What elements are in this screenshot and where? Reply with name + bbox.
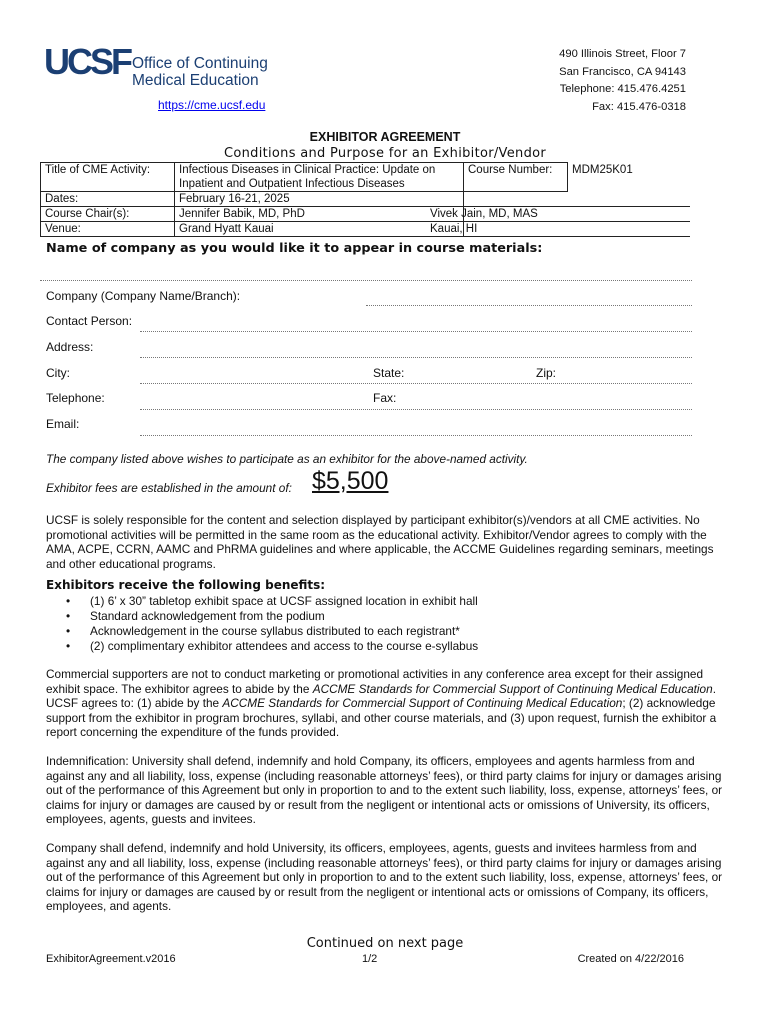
fax-label: Fax: bbox=[373, 391, 397, 405]
list-item: • (1) 6’ x 30” tabletop exhibit space at UCSF assigned location in exhibit hall bbox=[66, 594, 478, 609]
address-label: Address: bbox=[46, 340, 94, 354]
chair-2-text: Vivek Jain, MD, MAS bbox=[430, 208, 538, 220]
address-fax: Fax: 415.476-0318 bbox=[592, 100, 686, 113]
commercial-support-paragraph bbox=[46, 667, 736, 740]
office-address bbox=[559, 46, 686, 116]
page-number: 1/2 bbox=[362, 953, 378, 965]
title-label: Title of CME Activity: bbox=[41, 163, 175, 192]
accme-standards-ref-1: ACCME Standards for Commercial Support of Continuing Medical Education bbox=[312, 681, 713, 696]
address-street: 490 Illinois Street, Floor 7 bbox=[559, 48, 686, 60]
city-state-zip-field[interactable] bbox=[140, 383, 692, 384]
office-line-1: Office of Continuing bbox=[132, 55, 268, 72]
activity-info-table bbox=[40, 162, 690, 237]
course-number-label: Course Number: bbox=[464, 163, 568, 192]
logo-uc: UC bbox=[44, 41, 90, 82]
participation-text: The company listed above wishes to participate as an exhibitor for the above-named activity. bbox=[46, 452, 528, 466]
indemnification-university-paragraph: Indemnification: University shall defend, indemnify and hold Company, its officers, employees and agents harmless from and against any and all liability, loss, expense (including reasonable attorneys’ fees), or third party claims for injury or damages arising out of the performance of this Agreement but only in proportion to and to the extent such liability, loss, expense, attorneys’ fees, or claims for injury or damages are caused by or result from the negligent or intentional acts or omissions of University, its officers, employees, agents, guests and invitees. bbox=[46, 754, 723, 827]
contact-label: Contact Person: bbox=[46, 314, 133, 328]
accme-standards-ref-2: ACCME Standards for Commercial Support of Continuing Medical Education bbox=[222, 696, 623, 711]
list-item: • (2) complimentary exhibitor attendees and access to the course e-syllabus bbox=[66, 639, 478, 654]
title-value-line-1: Infectious Diseases in Clinical Practice: Update on bbox=[179, 164, 436, 176]
fee-text: Exhibitor fees are established in the amount of: bbox=[46, 481, 292, 495]
email-label: Email: bbox=[46, 417, 80, 431]
office-name bbox=[132, 55, 268, 89]
document-subtitle: Conditions and Purpose for an Exhibitor/Vendor bbox=[223, 146, 547, 161]
address-field[interactable] bbox=[140, 357, 692, 358]
course-number-value: MDM25K01 bbox=[572, 163, 633, 176]
para2-text-c: . UCSF agrees to: (1) abide by the bbox=[46, 681, 716, 711]
city-label: City: bbox=[46, 366, 70, 380]
list-item: • Standard acknowledgement from the podium bbox=[66, 609, 478, 624]
dates-label: Dates: bbox=[41, 192, 175, 207]
address-city: San Francisco, CA 94143 bbox=[559, 65, 686, 78]
chair-1: Jennifer Babik, MD, PhD bbox=[175, 207, 464, 222]
state-label: State: bbox=[373, 366, 405, 380]
benefits-heading: Exhibitors receive the following benefits: bbox=[46, 578, 326, 592]
fee-amount: $5,500 bbox=[312, 467, 389, 495]
venue-location bbox=[430, 222, 691, 237]
para2-text-a: Commercial supporters are not to conduct marketing or promotional activities in any conference area except for their assigned exhibit space. The exhibitor agrees to abide by the bbox=[46, 667, 704, 696]
venue-label: Venue: bbox=[41, 222, 175, 237]
cme-website-link[interactable]: https://cme.ucsf.edu bbox=[158, 98, 266, 112]
company-field[interactable] bbox=[366, 305, 692, 306]
table-row bbox=[41, 163, 691, 192]
document-title: EXHIBITOR AGREEMENT bbox=[309, 130, 461, 144]
office-line-2: Medical Education bbox=[132, 72, 259, 89]
chair-2 bbox=[430, 207, 691, 222]
address-telephone: Telephone: 415.476.4251 bbox=[559, 83, 686, 95]
telephone-label: Telephone: bbox=[46, 391, 105, 405]
zip-label: Zip: bbox=[536, 366, 557, 380]
dates-value: February 16-21, 2025 bbox=[175, 192, 464, 207]
benefits-list bbox=[66, 594, 478, 654]
venue-location-text: Kauai, HI bbox=[430, 223, 478, 235]
company-heading: Name of company as you would like it to appear in course materials: bbox=[46, 241, 543, 256]
venue-value: Grand Hyatt Kauai bbox=[175, 222, 464, 237]
created-date: Created on 4/22/2016 bbox=[577, 953, 684, 965]
continued-notice: Continued on next page bbox=[306, 936, 464, 951]
version-label: ExhibitorAgreement.v2016 bbox=[46, 953, 176, 965]
list-item: • Acknowledgement in the course syllabus distributed to each registrant* bbox=[66, 624, 478, 639]
contact-field[interactable] bbox=[140, 331, 692, 332]
ucsf-logo bbox=[44, 41, 131, 82]
empty-cell bbox=[464, 192, 691, 207]
table-row bbox=[41, 222, 691, 237]
email-field[interactable] bbox=[140, 435, 692, 436]
table-row bbox=[41, 207, 691, 222]
title-value-line-2: Inpatient and Outpatient Infectious Diseases bbox=[179, 178, 405, 190]
table-row bbox=[41, 192, 691, 207]
chairs-label: Course Chair(s): bbox=[41, 207, 175, 222]
indemnification-company-paragraph: Company shall defend, indemnify and hold University, its officers, employees, agents, guests and invitees harmless from and against any and all liability, loss, expense (including reasonable attorneys’ fees), or third party claims for injury or damages arising out of the performance of this Agreement but only in proportion to and to the extent such liability, loss, expense, attorneys’ fees, or claims for injury or damages are caused by or result from the negligent or intentional acts or omissions of Company, its officers, employees, and agents. bbox=[46, 841, 723, 914]
company-name-line[interactable] bbox=[40, 280, 692, 281]
telephone-fax-field[interactable] bbox=[140, 409, 692, 410]
logo-sf: SF bbox=[90, 41, 131, 82]
title-value bbox=[175, 163, 464, 192]
responsibility-paragraph: UCSF is solely responsible for the content and selection displayed by participant exhibitor(s)/vendors at all CME activities. No promotional activities will be permitted in the same room as the educational activity. Exhibitor/Vendor agrees to comply with the AMA, ACPE, CCRN, AAMC and PhRMA guidelines and where applicable, the ACCME Guidelines regarding seminars, meetings and other educational programs. bbox=[46, 513, 714, 571]
company-label: Company (Company Name/Branch): bbox=[46, 289, 241, 303]
para2-text-e: ; (2) acknowledge support from the exhibitor in program brochures, syllabi, and other course materials, and (3) upon request, furnish the exhibitor a report concerning the expenditure of the funds provided. bbox=[46, 696, 717, 740]
